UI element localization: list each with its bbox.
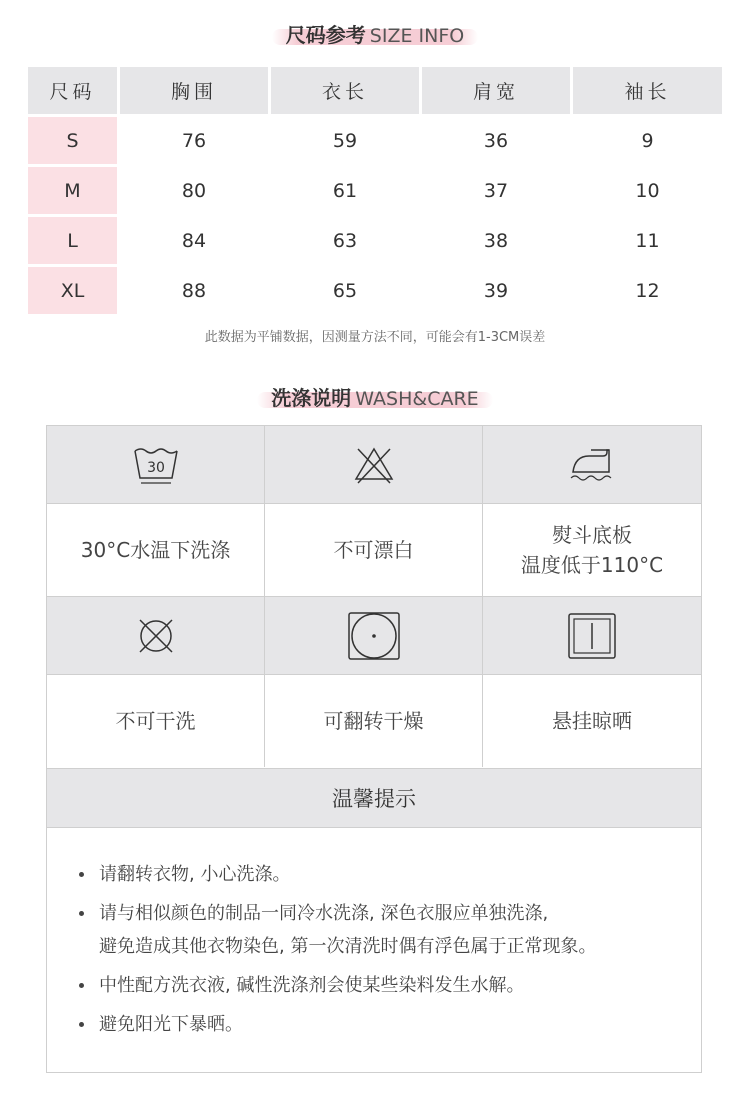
size-label-cell: XL <box>28 267 117 314</box>
svg-text:30: 30 <box>146 459 165 476</box>
measurement-note: 此数据为平铺数据，因测量方法不同，可能会有1-3CM误差 <box>204 330 546 345</box>
table-cell: 39 <box>483 279 509 302</box>
size-table-header <box>28 67 722 114</box>
list-item <box>77 1008 701 1041</box>
table-cell: 65 <box>332 279 358 302</box>
list-item <box>77 969 701 1002</box>
care-label-cell <box>483 504 701 597</box>
table-row <box>28 217 722 264</box>
tips-list <box>47 828 701 1041</box>
care-label-row <box>47 504 701 597</box>
iron-icon <box>567 446 617 484</box>
no-bleach-icon <box>352 445 396 485</box>
care-label: 可翻转干燥 <box>323 709 424 733</box>
header-cell: 肩宽 <box>422 67 570 114</box>
size-table <box>28 67 722 317</box>
tips-box <box>46 768 702 1073</box>
tip-line: 避免阳光下暴晒。 <box>99 1014 243 1035</box>
tip-line: 请翻转衣物, 小心洗涤。 <box>99 864 291 885</box>
no-dry-clean-icon <box>135 615 177 657</box>
tip-line: 中性配方洗衣液, 碱性洗涤剂会使某些染料发生水解。 <box>99 975 525 996</box>
table-cell: 63 <box>332 229 358 252</box>
size-info-title <box>0 20 750 51</box>
table-row <box>28 167 722 214</box>
table-cell: 80 <box>181 179 207 202</box>
table-cell: 88 <box>181 279 207 302</box>
care-icon-row <box>47 426 701 504</box>
care-icon-cell <box>265 426 483 504</box>
care-icon-row <box>47 597 701 675</box>
table-cell: 76 <box>181 129 207 152</box>
list-item <box>77 858 701 891</box>
table-row <box>28 117 722 164</box>
tumble-dry-icon <box>347 611 401 661</box>
care-label-cell <box>47 675 265 767</box>
care-label: 悬挂晾晒 <box>552 709 632 733</box>
tip-line: 避免造成其他衣物染色, 第一次清洗时偶有浮色属于正常现象。 <box>99 936 597 957</box>
care-icon-cell <box>483 426 701 504</box>
table-cell: 10 <box>635 179 660 202</box>
care-label-cell <box>483 675 701 767</box>
table-cell: 9 <box>641 129 654 152</box>
header-cell: 衣长 <box>271 67 419 114</box>
care-label: 熨斗底板 <box>551 523 632 547</box>
size-title-zh: 尺码参考 <box>285 23 366 47</box>
care-label-row <box>47 675 701 767</box>
size-title-en: SIZE INFO <box>369 25 465 47</box>
care-label: 温度低于110°C <box>520 553 664 577</box>
care-label: 不可漂白 <box>333 538 414 562</box>
care-grid <box>46 425 702 769</box>
care-icon-cell <box>483 597 701 675</box>
care-title-en: WASH&CARE <box>355 388 479 410</box>
care-label: 30°C水温下洗涤 <box>80 538 231 562</box>
care-label-cell <box>47 504 265 597</box>
size-label-cell: M <box>28 167 117 214</box>
table-cell: 37 <box>483 179 509 202</box>
care-icon-cell <box>47 426 265 504</box>
table-cell: 84 <box>181 229 207 252</box>
size-label-cell: S <box>28 117 117 164</box>
wash-care-title <box>0 383 750 414</box>
header-cell: 尺码 <box>28 67 117 114</box>
list-item <box>77 897 701 963</box>
wash-30-icon <box>133 445 179 485</box>
care-title-zh: 洗涤说明 <box>271 386 352 410</box>
table-cell: 59 <box>332 129 358 152</box>
care-label-cell <box>265 675 483 767</box>
tips-title: 温馨提示 <box>47 769 701 828</box>
care-icon-cell <box>265 597 483 675</box>
table-cell: 11 <box>635 229 660 252</box>
table-cell: 12 <box>635 279 660 302</box>
header-cell: 袖长 <box>573 67 722 114</box>
care-label: 不可干洗 <box>115 709 196 733</box>
hang-dry-icon <box>567 612 617 660</box>
table-cell: 36 <box>483 129 509 152</box>
table-cell: 38 <box>483 229 509 252</box>
header-cell: 胸围 <box>120 67 268 114</box>
care-label-cell <box>265 504 483 597</box>
size-label-cell: L <box>28 217 117 264</box>
tip-line: 请与相似颜色的制品一同冷水洗涤, 深色衣服应单独洗涤, <box>99 903 549 924</box>
table-row <box>28 267 722 314</box>
care-icon-cell <box>47 597 265 675</box>
table-cell: 61 <box>332 179 358 202</box>
